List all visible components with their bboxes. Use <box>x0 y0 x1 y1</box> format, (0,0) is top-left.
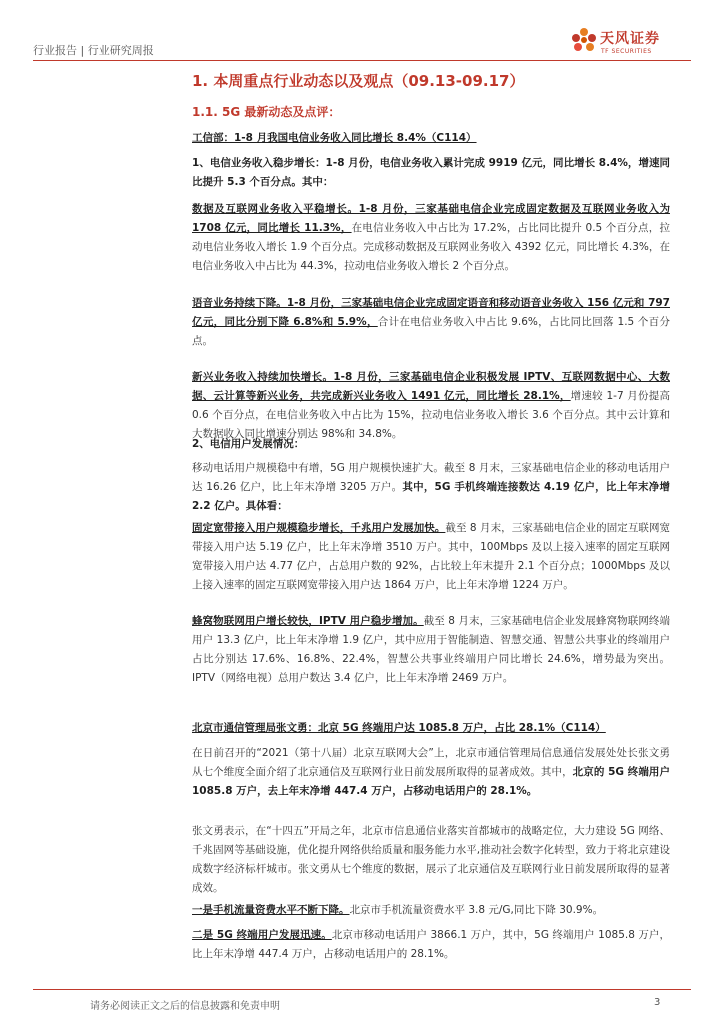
body-data-internet: 在电信业务收入中占比为 17.2%，占比同比提升 0.5 个百分点，拉动电信业务收入增长 1.9 个百分点。完成移动数据及互联网业务收入 4392 亿元，同比增长 4.3%，在电信业务收入中占比为 44.3%，拉动电信业务收入增长 2 个百分点。 <box>192 222 670 272</box>
subheading-users: 2、电信用户发展情况： <box>192 438 305 450</box>
news-headline: 工信部：1-8 月我国电信业务收入同比增长 8.4%（C114） <box>192 132 477 144</box>
paragraph-8 <box>192 519 670 595</box>
paragraph-10 <box>192 719 670 738</box>
body-new-business: 增速较 1-7 月份提高 0.6 个百分点，在电信业务收入中占比为 15%，拉动电信业务收入增长 3.6 个百分点。其中云计算和大数据收入同比增速分别达 98%和 34.8%。 <box>192 390 670 440</box>
flower-logo-icon <box>570 26 598 60</box>
body-mobile-users: 移动电话用户规模稳中有增，5G 用户规模快速扩大。截至 8 月末，三家基础电信企业的移动电话用户达 16.26 亿户，比上年末净增 3205 万户。 <box>192 462 670 493</box>
bold-5g-terminals: 其中，5G 手机终端连接数达 4.19 亿户，比上年末净增 2.2 亿户。具体看： <box>192 481 671 512</box>
paragraph-9 <box>192 612 670 688</box>
paragraph-6 <box>192 435 670 454</box>
body-tariff: 北京市手机流量资费水平 3.8 元/G,同比下降 30.9%。 <box>349 904 604 916</box>
company-logo <box>570 24 690 64</box>
lead-data-internet: 数据及互联网业务收入平稳增长。1-8 月份，三家基础电信企业完成固定数据及互联网业务收入为 1708 亿元，同比增长 11.3%， <box>192 203 670 234</box>
lead-broadband: 固定宽带接入用户规模稳步增长，千兆用户发展加快。 <box>192 522 446 534</box>
subheading-revenue: 1、电信业务收入稳步增长：1-8 月份，电信业务收入累计完成 9919 亿元，同比增长 8.4%，增速同比提升 5.3 个百分点。其中： <box>192 157 670 188</box>
paragraph-2 <box>192 154 670 192</box>
paragraph-13 <box>192 901 670 920</box>
page-number: 3 <box>654 997 661 1008</box>
lead-iot: 蜂窝物联网用户增长较快，IPTV 用户稳步增加。 <box>192 615 424 627</box>
lead-new-business: 新兴业务收入持续加快增长。1-8 月份，三家基础电信企业积极发展 IPTV、互联网数据中心、大数据、云计算等新兴业务，共完成新兴业务收入 1491 亿元，同比增长 28.1%， <box>192 371 670 402</box>
body-broadband: 截至 8 月末，三家基础电信企业的固定互联网宽带接入用户达 5.19 亿户，比上年末净增 3510 万户。其中，100Mbps 及以上接入速率的固定互联网宽带接入用户达 4.77 亿户，占总用户数的 92%，占比较上年末提升 2.1 个百分点；1000Mbps 及以上接入速率的固定互联网宽带接入用户达 1864 万户，比上年末净增 1224 万户。 <box>192 522 671 591</box>
body-5g-growth: 北京市移动电话用户 3866.1 万户，其中，5G 终端用户 1085.8 万户，比上年末净增 447.4 万户，占移动电话用户的 28.1%。 <box>192 929 670 960</box>
header-breadcrumb: 行业报告 | 行业研究周报 <box>33 44 154 57</box>
lead-5g-growth: 二是 5G 终端用户发展迅速。 <box>192 929 332 941</box>
news-headline-beijing: 北京市通信管理局张文勇：北京 5G 终端用户达 1085.8 万户，占比 28.1%（C114） <box>192 722 606 734</box>
section-title: 1. 本周重点行业动态以及观点（09.13-09.17） <box>192 72 525 90</box>
body-strategy: 张文勇表示，在“十四五”开局之年，北京市信息通信业落实首都城市的战略定位，大力建设 5G 网络、千兆固网等基础设施，优化提升网络供给质量和服务能力水平,推动社会数字化转型，致力于将北京建设成数字经济标杆城市。张文勇从七个维度的数据，展示了北京通信及互联网行业日前发展所取得的显著成效。 <box>192 825 670 894</box>
section-subtitle: 1.1. 5G 最新动态及点评： <box>192 105 341 119</box>
body-conference: 在日前召开的“2021（第十八届）北京互联网大会”上，北京市通信管理局信息通信发展处处长张文勇从七个维度全面介绍了北京通信及互联网行业日前发展所取得的显著成效。其中， <box>192 747 670 778</box>
paragraph-7 <box>192 459 670 516</box>
header-divider <box>33 60 691 61</box>
logo-text: 天风证券 <box>600 31 660 47</box>
lead-voice: 语音业务持续下降。1-8 月份，三家基础电信企业完成固定语音和移动语音业务收入 156 亿元和 797 亿元，同比分别下降 6.8%和 5.9%， <box>192 297 670 328</box>
paragraph-14 <box>192 926 670 964</box>
body-iot: 截至 8 月末，三家基础电信企业发展蜂窝物联网终端用户 13.3 亿户，比上年末净增 1.9 亿户，其中应用于智能制造、智慧交通、智慧公共事业的终端用户占比分别达 17.6%、16.8%、22.4%，智慧公共事业终端用户同比增长 24.6%，增势最为突出。IPTV（网络电视）总用户数达 3.4 亿户，比上年末净增 2469 万户。 <box>192 615 670 684</box>
paragraph-5 <box>192 368 670 444</box>
logo-subtext: TF SECURITIES <box>601 48 652 55</box>
lead-tariff: 一是手机流量资费水平不断下降。 <box>192 904 350 916</box>
paragraph-4 <box>192 294 670 351</box>
footer-divider <box>33 989 691 990</box>
paragraph-12 <box>192 822 670 898</box>
bold-beijing-5g: 北京的 5G 终端用户 1085.8 万户，去上年末净增 447.4 万户，占移动电话用户的 28.1%。 <box>192 766 670 797</box>
footer-disclaimer: 请务必阅读正文之后的信息披露和免责申明 <box>90 1001 280 1012</box>
paragraph-1 <box>192 129 670 148</box>
paragraph-11 <box>192 744 670 801</box>
body-voice: 合计在电信业务收入中占比 9.6%，占比同比回落 1.5 个百分点。 <box>192 316 670 347</box>
paragraph-3 <box>192 200 670 276</box>
